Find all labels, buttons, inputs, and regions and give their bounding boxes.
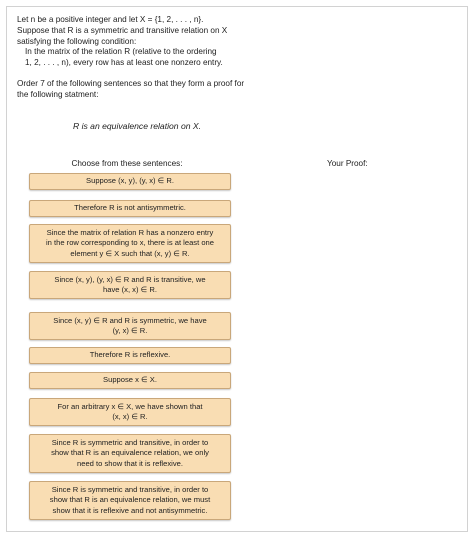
sentence-text: (x, x) ∈ R. [112, 412, 148, 421]
condition-line-1: In the matrix of the relation R (relative to the ordering [25, 47, 217, 57]
sentence-card[interactable] [29, 372, 231, 389]
sentence-text: element y ∈ X such that (x, y) ∈ R. [70, 248, 190, 258]
problem-line-3: satisfying the following condition: [17, 36, 137, 46]
sentence-text: Since the matrix of relation R has a nonzero entry [46, 227, 214, 237]
sentence-text: Since (x, y), (y, x) ∈ R and R is transitive, we [54, 274, 206, 284]
problem-line-2: Suppose that R is a symmetric and transitive relation on X [17, 25, 228, 35]
sentence-card[interactable] [29, 398, 231, 426]
sentence-card[interactable] [29, 173, 231, 190]
sentence-card[interactable] [29, 271, 231, 299]
sentence-text: Since R is symmetric and transitive, in order to [51, 437, 209, 447]
instruction-line-2: the following statment: [17, 89, 99, 99]
sentence-text: Suppose (x, y), (y, x) ∈ R. [86, 176, 174, 186]
sentence-card[interactable] [29, 224, 231, 263]
sentence-text: show that R is an equivalence relation, we only [51, 448, 209, 458]
sentence-card[interactable] [29, 200, 231, 217]
sentence-text: For an arbitrary x ∈ X, we have shown that [57, 401, 203, 411]
choose-heading: Choose from these sentences: [71, 159, 183, 168]
sentence-text: Since (x, y) ∈ R and R is symmetric, we have [53, 315, 207, 325]
sentence-card[interactable] [29, 347, 231, 364]
sentence-text: show that R is an equivalence relation, we must [49, 495, 211, 505]
condition-line-2: 1, 2, . . . , n), every row has at least one nonzero entry. [25, 58, 223, 68]
instruction-line-1: Order 7 of the following sentences so that they form a proof for [17, 78, 245, 88]
sentence-text: in the row corresponding to x, there is at least one [45, 238, 214, 248]
proof-heading: Your Proof: [327, 159, 368, 168]
sentence-text: (y, x) ∈ R. [112, 326, 148, 335]
problem-line-1: Let n be a positive integer and let X = {1, 2, . . . , n}. [17, 15, 204, 24]
sentence-text: Therefore R is not antisymmetric. [74, 203, 186, 213]
sentence-text: Therefore R is reflexive. [89, 350, 171, 360]
sentence-text: Suppose x ∈ X. [103, 375, 157, 385]
sentence-text: have (x, x) ∈ R. [103, 285, 157, 294]
sentence-card[interactable] [29, 312, 231, 340]
sentence-text: show that it is reflexive and not antisymmetric. [52, 505, 208, 515]
question-panel [6, 6, 468, 532]
sentence-card[interactable] [29, 434, 231, 473]
sentence-text: need to show that it is reflexive. [77, 458, 183, 468]
problem-text [17, 15, 457, 101]
sentence-card[interactable] [29, 481, 231, 520]
sentence-text: Since R is symmetric and transitive, in order to [51, 484, 209, 494]
statement-to-prove: R is an equivalence relation on X. [72, 121, 202, 131]
